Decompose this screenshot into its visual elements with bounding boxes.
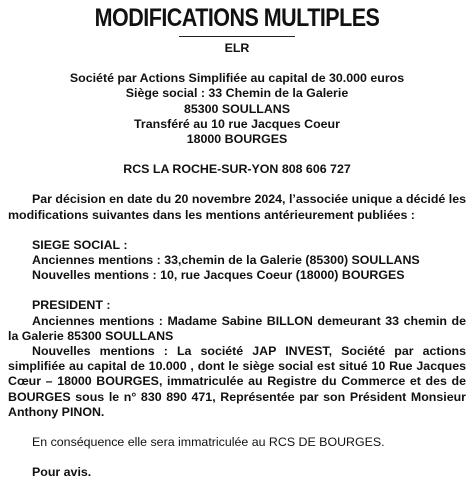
company-name: ELR [224, 41, 250, 55]
president-heading: PRESIDENT : [32, 298, 111, 313]
rcs-number: RCS LA ROCHE-SUR-YON 808 606 727 [123, 162, 351, 177]
siege-old-mentions: Anciennes mentions : 33,chemin de la Galerie (85300) SOULLANS [32, 253, 420, 268]
siege-heading: SIEGE SOCIAL : [32, 237, 128, 252]
consequence-statement: En conséquence elle sera immatriculée au RCS DE BOURGES. [32, 435, 385, 450]
president-old-mentions: Anciennes mentions : Madame Sabine BILLON demeurant 33 chemin de la Galerie 85300 SOULLANS [8, 313, 466, 343]
header-line-transfer: Transféré au 10 rue Jacques Coeur [134, 116, 340, 131]
intro-paragraph: Par décision en date du 20 novembre 2024, l’associée unique a décidé les modifications suivantes dans les mentions antérieurement publiées : [8, 192, 466, 222]
header-line-capital: Société par Actions Simplifiée au capital de 30.000 euros [69, 71, 405, 86]
president-new-mentions: Nouvelles mentions : La société JAP INVEST, Société par actions simplifiée au capital de 10.000 , dont le siège social est situé 10 Rue Jacques Cœur – 18000 BOURGES, immatriculée au Registre du Commerce et des de BOURGES sous le n° 830 890 471, Représentée par son Président Monsieur Anthony PINON. [8, 344, 466, 419]
siege-new-mentions: Nouvelles mentions : 10, rue Jacques Coeur (18000) BOURGES [32, 268, 405, 283]
header-line-postcode: 85300 SOULLANS [183, 101, 291, 116]
header-line-city: 18000 BOURGES [186, 132, 288, 147]
header-line-siege: Siège social : 33 Chemin de la Galerie [125, 86, 349, 101]
legal-notice [8, 4, 466, 480]
notice-title: MODIFICATIONS MULTIPLES [94, 4, 380, 32]
closing-line: Pour avis. [32, 465, 92, 480]
title-divider [179, 36, 295, 37]
